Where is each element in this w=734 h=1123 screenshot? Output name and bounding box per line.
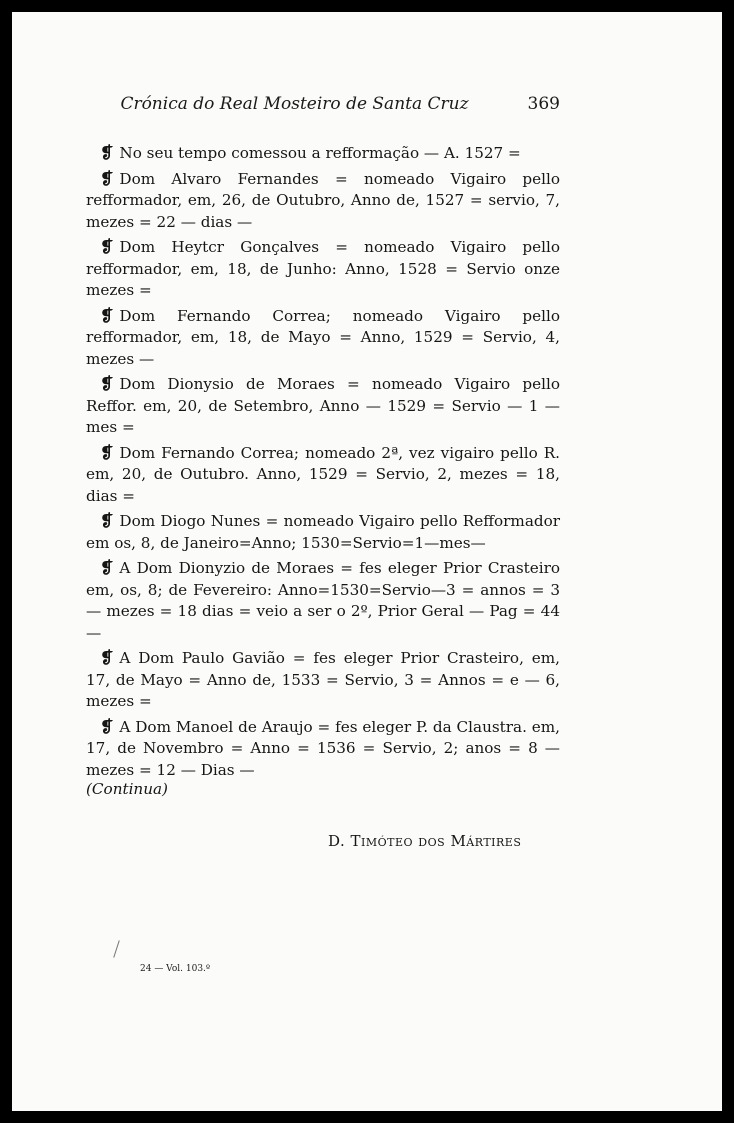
pilcrow-icon: ❡ [100,648,114,667]
entry-text: Dom Alvaro Fernandes = nomeado Vigairo pello refformador, em, 26, de Outubro, Anno de, 1527 = servio, 7, mezes = 22 — dias — [86,169,560,231]
continua-note: (Continua) [86,780,168,798]
entry-4 [86,305,560,371]
running-header [89,94,560,116]
entry-3 [86,236,560,302]
entry-6 [86,442,560,508]
page-sheet [12,12,722,1111]
page-number: 369 [527,94,560,114]
entry-2 [86,168,560,234]
pilcrow-icon: ❡ [100,511,114,530]
entry-1 [86,142,560,165]
pilcrow-icon: ❡ [100,374,114,393]
entry-text: A Dom Dionyzio de Moraes = fes eleger Prior Crasteiro em, os, 8; de Fevereiro: Anno=1530=Servio—3 = annos = 3 — mezes = 18 dias = veio a ser o 2º, Prior Geral — Pag = 44 — [86,559,560,642]
entry-text: Dom Fernando Correa; nomeado Vigairo pello refformador, em, 18, de Mayo = Anno, 1529 = Servio, 4, mezes — [86,306,560,368]
entry-10 [86,716,560,782]
header-title: Crónica do Real Mosteiro de Santa Cruz [120,94,469,114]
entry-7 [86,510,560,554]
entry-text: Dom Fernando Correa; nomeado 2ª, vez vigairo pello R. em, 20, de Outubro. Anno, 1529 = Servio, 2, mezes = 18, dias = [86,443,560,505]
stray-mark [113,940,120,957]
pilcrow-icon: ❡ [100,168,114,188]
entry-5 [86,373,560,439]
entry-9 [86,647,560,713]
chronicle-entries [86,142,560,784]
entry-text: Dom Diogo Nunes = nomeado Vigairo pello Refformador em os, 8, de Janeiro=Anno; 1530=Servio=1—mes— [86,512,560,552]
pilcrow-icon: ❡ [100,237,114,256]
entry-8 [86,557,560,644]
entry-text: Dom Heytcr Gonçalves = nomeado Vigairo pello refformador, em, 18, de Junho: Anno, 1528 = Servio onze mezes = [86,238,560,299]
entry-text: A Dom Paulo Gavião = fes eleger Prior Crasteiro, em, 17, de Mayo = Anno de, 1533 = Servio, 3 = Annos = e — 6, mezes = [86,649,560,710]
pilcrow-icon: ❡ [100,305,114,325]
pilcrow-icon: ❡ [100,143,114,162]
entry-text: A Dom Manoel de Araujo = fes eleger P. da Claustra. em, 17, de Novembro = Anno = 1536 = Servio, 2; anos = 8 — mezes = 12 — Dias — [86,717,560,779]
pilcrow-icon: ❡ [100,442,114,462]
pilcrow-icon: ❡ [100,558,114,577]
author-signature: D. Timóteo dos Mártires [328,832,522,850]
entry-text: No seu tempo comessou a refformação — A. 1527 = [119,144,521,162]
pilcrow-icon: ❡ [100,716,114,736]
volume-footnote: 24 — Vol. 103.º [140,964,211,974]
entry-text: Dom Dionysio de Moraes = nomeado Vigairo pello Reffor. em, 20, de Setembro, Anno — 1529 = Servio — 1 — mes = [86,375,560,436]
